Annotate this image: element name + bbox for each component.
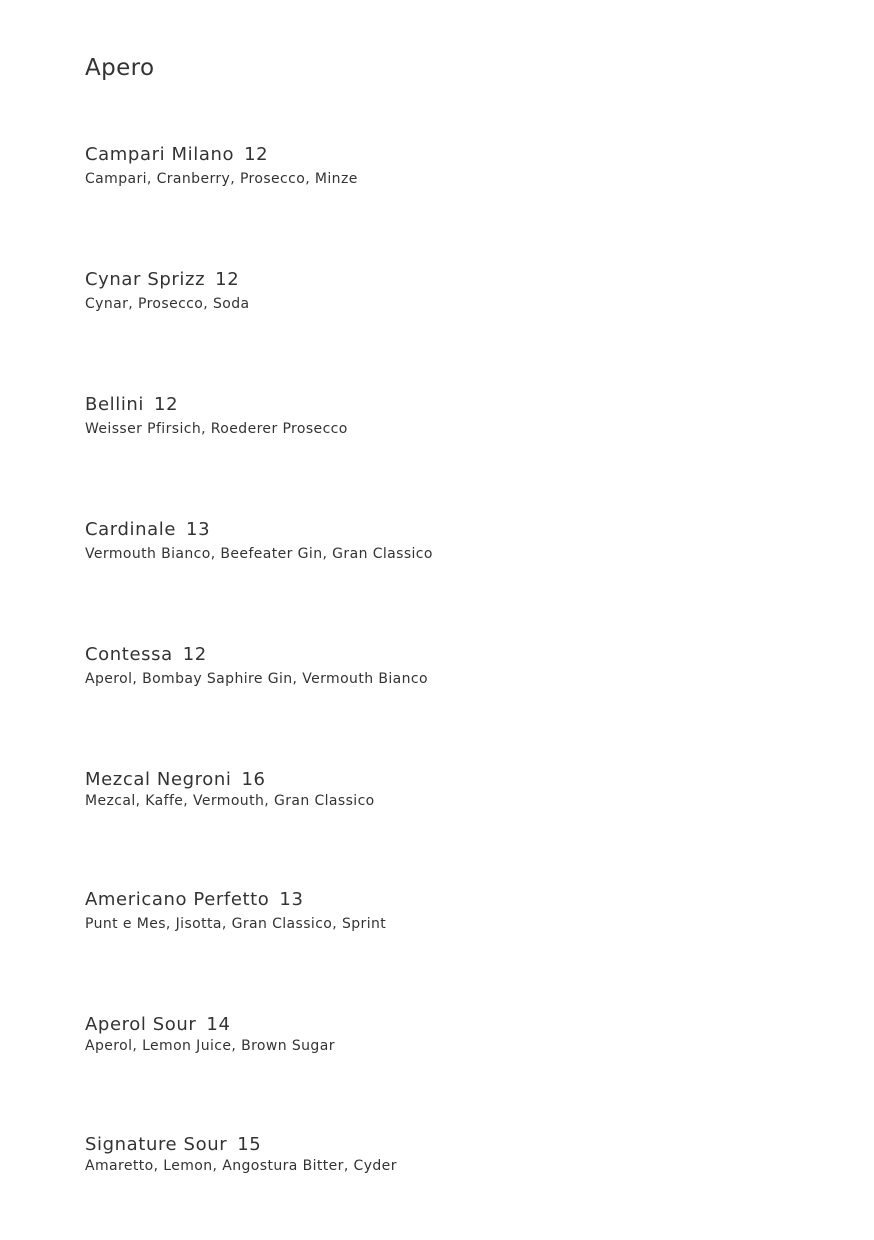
menu-item-americano-perfetto [85,889,785,933]
item-heading [85,644,785,666]
item-price: 13 [279,889,304,910]
item-price: 15 [237,1134,262,1155]
item-ingredients: Aperol, Bombay Saphire Gin, Vermouth Bianco [85,671,428,687]
item-heading [85,769,785,791]
item-name: Mezcal Negroni [85,769,232,790]
item-price: 12 [244,144,269,165]
item-price: 13 [186,519,211,540]
item-ingredients: Vermouth Bianco, Beefeater Gin, Gran Classico [85,546,433,562]
menu-item-signature-sour [85,1134,785,1175]
menu-item-cynar-sprizz [85,269,785,313]
item-price: 14 [206,1014,231,1035]
section-title: Apero [85,55,155,81]
item-heading [85,394,785,416]
item-name: Cardinale [85,519,177,540]
item-heading [85,269,785,291]
menu-item-cardinale [85,519,785,563]
item-ingredients: Weisser Pfirsich, Roederer Prosecco [85,421,348,437]
menu-item-mezcal-negroni [85,769,785,810]
item-price: 16 [241,769,266,790]
item-ingredients: Campari, Cranberry, Prosecco, Minze [85,171,358,187]
item-price: 12 [182,644,207,665]
item-name: Contessa [85,644,173,665]
item-ingredients: Cynar, Prosecco, Soda [85,296,250,312]
menu-item-contessa [85,644,785,688]
menu-item-campari-milano [85,144,785,188]
item-ingredients: Punt e Mes, Jisotta, Gran Classico, Sprint [85,916,387,932]
menu-item-bellini [85,394,785,438]
item-heading [85,1134,785,1156]
item-ingredients: Mezcal, Kaffe, Vermouth, Gran Classico [85,793,375,809]
item-heading [85,519,785,541]
item-heading [85,889,785,911]
item-heading [85,144,785,166]
menu-item-aperol-sour [85,1014,785,1055]
item-price: 12 [215,269,240,290]
item-name: Signature Sour [85,1134,228,1155]
item-heading [85,1014,785,1036]
item-name: Americano Perfetto [85,889,270,910]
item-ingredients: Aperol, Lemon Juice, Brown Sugar [85,1038,335,1054]
item-name: Aperol Sour [85,1014,197,1035]
item-name: Campari Milano [85,144,235,165]
item-name: Bellini [85,394,145,415]
item-name: Cynar Sprizz [85,269,206,290]
item-ingredients: Amaretto, Lemon, Angostura Bitter, Cyder [85,1158,397,1174]
item-price: 12 [154,394,179,415]
